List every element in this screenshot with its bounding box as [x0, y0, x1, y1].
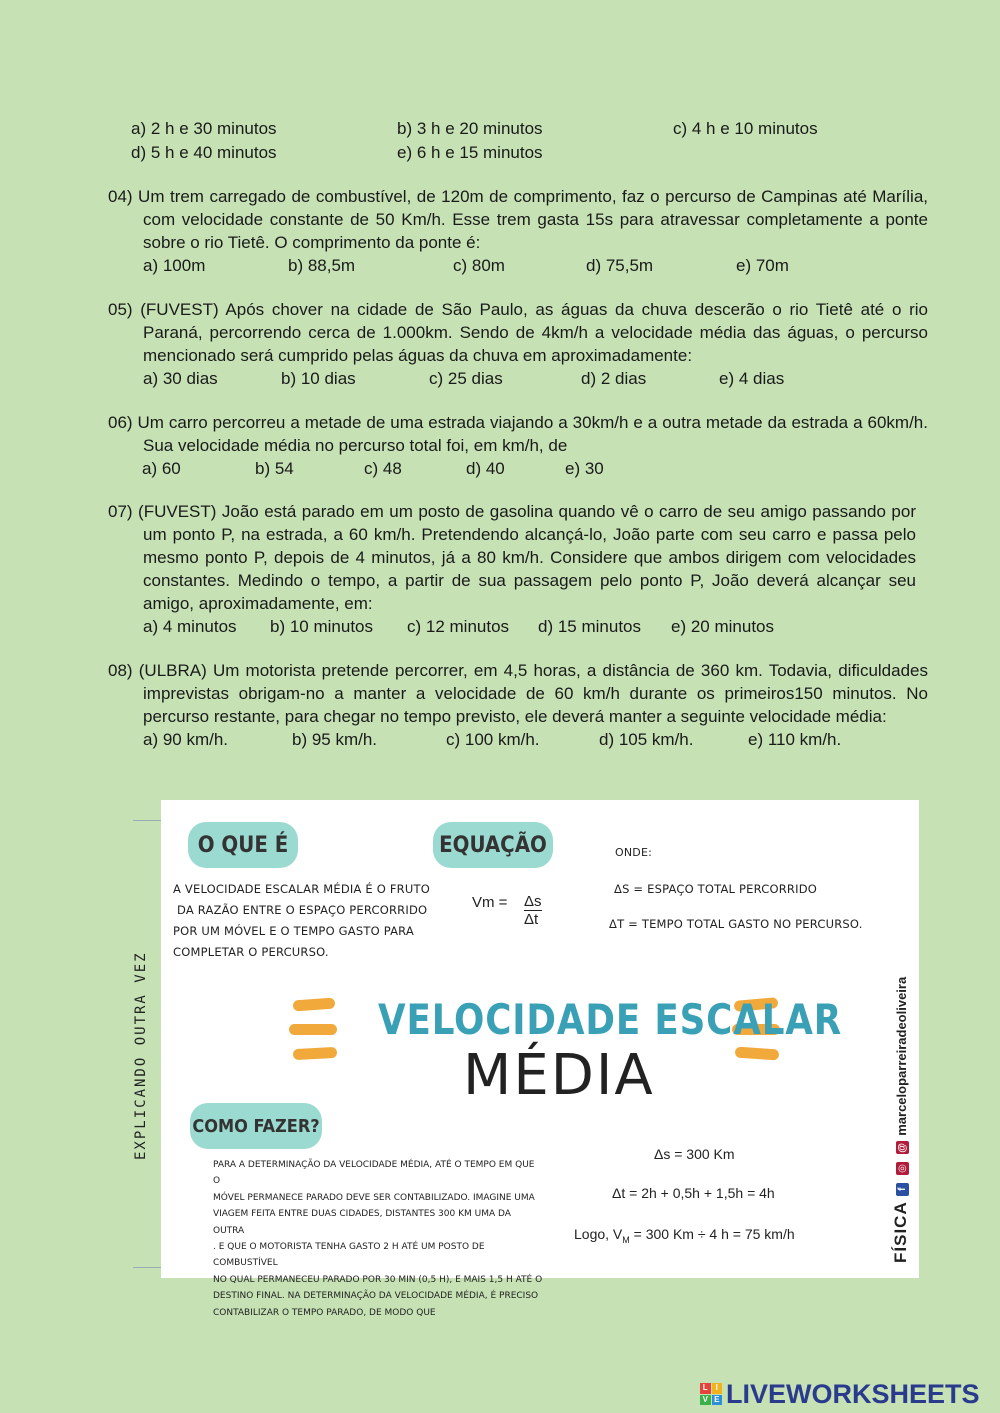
- option-b: b) 54: [255, 459, 294, 478]
- option-d: d) 40: [466, 459, 505, 478]
- facebook-icon: f: [896, 1183, 909, 1196]
- brand-name: FÍSICA: [891, 1201, 910, 1263]
- option-a: a) 30 dias: [143, 369, 218, 388]
- where-space: ΔS = ESPAÇO TOTAL PERCORRIDO: [614, 882, 817, 896]
- brand-handle: marceloparreiradeoliveira: [894, 976, 909, 1136]
- liveworksheets-mark-icon: L I V E: [700, 1383, 722, 1405]
- infographic-side-strip: [133, 820, 161, 1268]
- how-text: PARA A DETERMINAÇÃO DA VELOCIDADE MÉDIA, ATÉ O TEMPO EM QUE O MÓVEL PERMANECE PARADO DEVE SER CONTABILIZADO. IMAGINE UMA VIAGEM FEITA ENTRE DUAS CIDADES, DISTANTES 300 KM UMA DA OUTRA . E QUE O MOTORISTA TENHA GASTO 2 H ATÉ UM POSTO DE COMBUSTÍVEL NO QUAL PERMANECEU PARADO POR 30 MIN (0,5 H), E MAIS 1,5 H ATÉ O DESTINO FINAL. NA DETERMINAÇÃO DA VELOCIDADE MÉDIA, É PRECISO CONTABILIZAR O TEMPO PARADO, DE MODO QUE: [213, 1160, 543, 1318]
- how-badge: COMO FAZER?: [190, 1103, 322, 1149]
- liveworksheets-logo[interactable]: [700, 1378, 980, 1410]
- question-stem: 05) (FUVEST) Após chover na cidade de São Paulo, as águas da chuva descerão o rio Tietê até o rio Paraná, percorrendo cerca de 1.000km. Sendo de 4km/h a velocidade média das águas, o percurso mencionado será cumprido pelas águas da chuva em aproximadamente:: [108, 300, 928, 365]
- question-04: [108, 185, 928, 277]
- where-time: ΔT = TEMPO TOTAL GASTO NO PERCURSO.: [609, 917, 863, 931]
- option-e: e) 4 dias: [719, 369, 785, 388]
- option-a: a) 90 km/h.: [143, 730, 229, 749]
- option-c: c) 100 km/h.: [446, 730, 540, 749]
- question-05: [108, 298, 928, 390]
- option-e: e) 110 km/h.: [748, 730, 842, 749]
- question-stem: 08) (ULBRA) Um motorista pretende percorrer, em 4,5 horas, a distância de 360 km. Todavia, dificuldades imprevistas obrigam-no a manter a velocidade de 60 km/h durante os primeiros150 minutos. No percurso restante, para chegar no tempo previsto, ele deverá manter a seguinte velocidade média:: [108, 661, 928, 726]
- q03-option-c: c) 4 h e 10 minutos: [673, 119, 818, 138]
- equation-numerator: Δs: [524, 893, 542, 910]
- title-media: MÉDIA: [463, 1043, 655, 1108]
- q03-option-d: d) 5 h e 40 minutos: [131, 143, 277, 162]
- deco-stroke: [293, 1047, 338, 1060]
- where-label: ONDE:: [615, 846, 653, 859]
- question-options: [108, 728, 928, 751]
- q03-option-b: b) 3 h e 20 minutos: [397, 119, 543, 138]
- question-options: [108, 457, 928, 480]
- infographic-velocidade-media: [161, 800, 919, 1318]
- option-d: d) 105 km/h.: [599, 730, 694, 749]
- question-options: [108, 615, 916, 638]
- option-c: c) 25 dias: [429, 369, 503, 388]
- option-c: c) 80m: [453, 256, 505, 275]
- question-06: [108, 411, 928, 480]
- title-velocidade-escalar: VELOCIDADE ESCALAR: [378, 995, 843, 1044]
- q03-option-e: e) 6 h e 15 minutos: [397, 143, 543, 162]
- what-text: A VELOCIDADE ESCALAR MÉDIA É O FRUTO DA RAZÃO ENTRE O ESPAÇO PERCORRIDO POR UM MÓVEL E O TEMPO GASTO PARA COMPLETAR O PERCURSO.: [173, 882, 430, 959]
- deco-stroke: [735, 1046, 780, 1060]
- option-e: e) 70m: [736, 256, 789, 275]
- calc-delta-t: Δt = 2h + 0,5h + 1,5h = 4h: [612, 1185, 775, 1201]
- author-brand: [883, 958, 913, 1273]
- option-a: a) 100m: [143, 256, 206, 275]
- option-d: d) 75,5m: [586, 256, 654, 275]
- option-e: e) 20 minutos: [671, 617, 774, 636]
- equation-denominator: Δt: [524, 911, 539, 928]
- option-c: c) 12 minutos: [407, 617, 510, 636]
- option-b: b) 95 km/h.: [292, 730, 378, 749]
- deco-stroke: [289, 1024, 337, 1035]
- option-d: d) 15 minutos: [538, 617, 641, 636]
- option-c: c) 48: [364, 459, 402, 478]
- equation-badge: EQUAÇÃO: [433, 822, 553, 868]
- deco-stroke: [293, 998, 336, 1012]
- question-stem: 04) Um trem carregado de combustível, de 120m de comprimento, faz o percurso de Campinas até Marília, com velocidade constante de 50 Km/h. Esse trem gasta 15s para atravessar completamente a ponte sobre o rio Tietê. O comprimento da ponte é:: [108, 187, 928, 252]
- question-08: [108, 659, 928, 751]
- question-options: [108, 254, 928, 277]
- question-stem: 07) (FUVEST) João está parado em um posto de gasolina quando vê o carro de seu amigo passando por um ponto P, na estrada, a 60 km/h. Pretendendo alcançá-lo, João parte com seu carro e passa pelo mesmo ponto P, depois de 4 minutos, já a 80 km/h. Considere que ambos dirigem com velocidades constantes. Medindo o tempo, a partir de sua passagem pelo ponto P, João deverá alcançar seu amigo, aproximadamente, em:: [108, 502, 916, 613]
- calc-result: Logo, $V_M = 300$ Km ÷ 4 h = 75 km/h: [574, 1226, 795, 1245]
- instagram-icon: ◎: [896, 1162, 909, 1175]
- q03-option-a: a) 2 h e 30 minutos: [131, 119, 277, 138]
- question-options: [108, 367, 928, 390]
- calc-delta-s: Δs = 300 Km: [654, 1146, 735, 1162]
- option-d: d) 2 dias: [581, 369, 647, 388]
- what-badge: O QUE É: [188, 822, 298, 868]
- equation-lhs: Vm =: [472, 894, 508, 911]
- question-stem: 06) Um carro percorreu a metade de uma estrada viajando a 30km/h e a outra metade da estrada a 60km/h. Sua velocidade média no percurso total foi, em km/h, de: [108, 413, 928, 455]
- option-a: a) 60: [142, 459, 181, 478]
- at-icon: @: [897, 1143, 909, 1153]
- liveworksheets-wordmark: LIVEWORKSHEETS: [726, 1378, 980, 1409]
- side-label: EXPLICANDO OUTRA VEZ: [133, 951, 149, 1160]
- option-a: a) 4 minutos: [143, 617, 237, 636]
- option-b: b) 10 minutos: [270, 617, 373, 636]
- question-07: [108, 500, 916, 638]
- option-b: b) 10 dias: [281, 369, 356, 388]
- option-e: e) 30: [565, 459, 604, 478]
- option-b: b) 88,5m: [288, 256, 356, 275]
